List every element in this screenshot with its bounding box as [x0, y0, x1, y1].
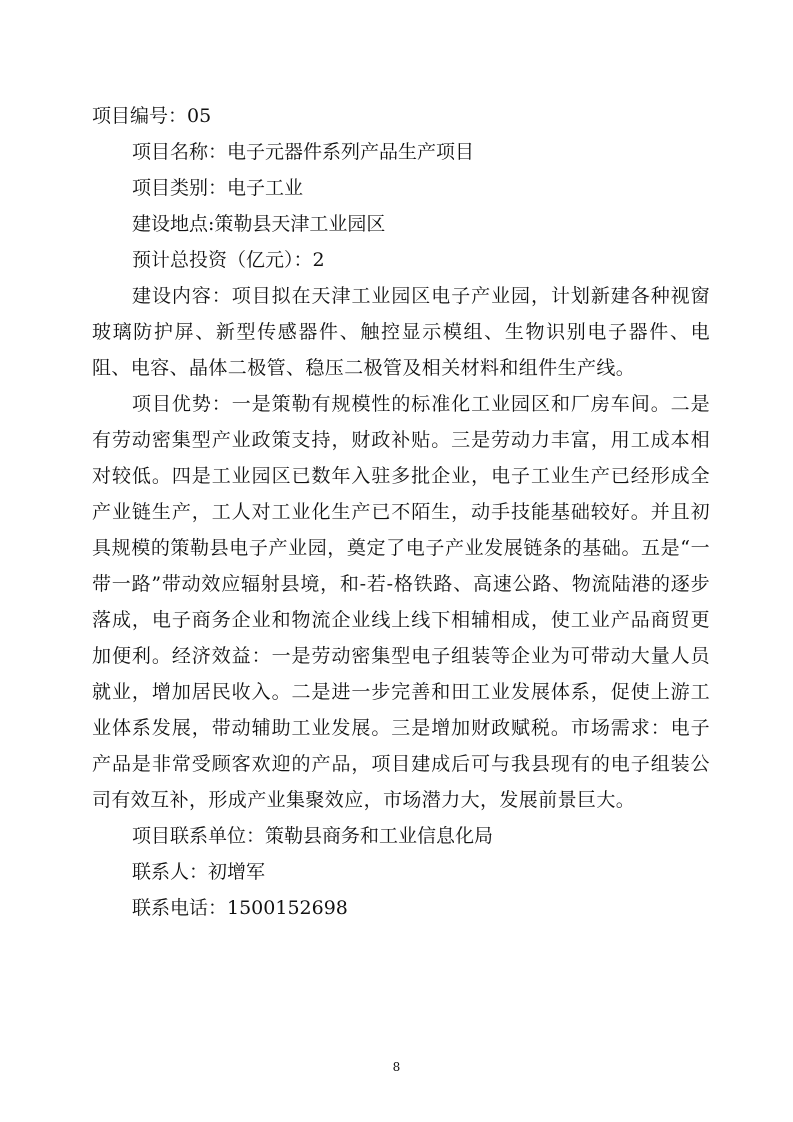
construction-site: 建设地点:策勒县天津工业园区	[132, 213, 386, 235]
contact-unit: 项目联系单位：策勒县商务和工业信息化局	[132, 825, 494, 847]
document-body	[92, 98, 710, 926]
project-category: 项目类别：电子工业	[132, 177, 304, 199]
project-number: 项目编号：05	[92, 105, 212, 127]
estimated-investment: 预计总投资（亿元）：2	[132, 249, 325, 271]
construction-content-paragraph: 建设内容：项目拟在天津工业园区电子产业园，计划新建各种视窗玻璃防护屏、新型传感器件、触控显示模组、生物识别电子器件、电阻、电容、晶体二极管、稳压二极管及相关材料和组件生产线。	[92, 285, 710, 379]
project-name: 项目名称：电子元器件系列产品生产项目	[132, 141, 475, 163]
page-number: 8	[392, 1060, 401, 1074]
project-advantages-paragraph: 项目优势：一是策勒有规模性的标准化工业园区和厂房车间。二是有劳动密集型产业政策支持，财政补贴。三是劳动力丰富，用工成本相对较低。四是工业园区已数年入驻多批企业，电子工业生产已经形成全产业链生产，工人对工业化生产已不陌生，动手技能基础较好。并且初具规模的策勒县电子产业园，奠定了电子产业发展链条的基础。五是“一带一路”带动效应辐射县境，和-若-格铁路、高速公路、物流陆港的逐步落成，电子商务企业和物流企业线上线下相辅相成，使工业产品商贸更加便利。经济效益：一是劳动密集型电子组装等企业为可带动大量人员就业，增加居民收入。二是进一步完善和田工业发展体系，促使上游工业体系发展，带动辅助工业发展。三是增加财政赋税。市场需求：电子产品是非常受顾客欢迎的产品，项目建成后可与我县现有的电子组装公司有效互补，形成产业集聚效应，市场潜力大，发展前景巨大。	[92, 393, 710, 811]
contact-phone: 联系电话：1500152698	[132, 897, 348, 919]
contact-person: 联系人：初增军	[132, 861, 266, 883]
